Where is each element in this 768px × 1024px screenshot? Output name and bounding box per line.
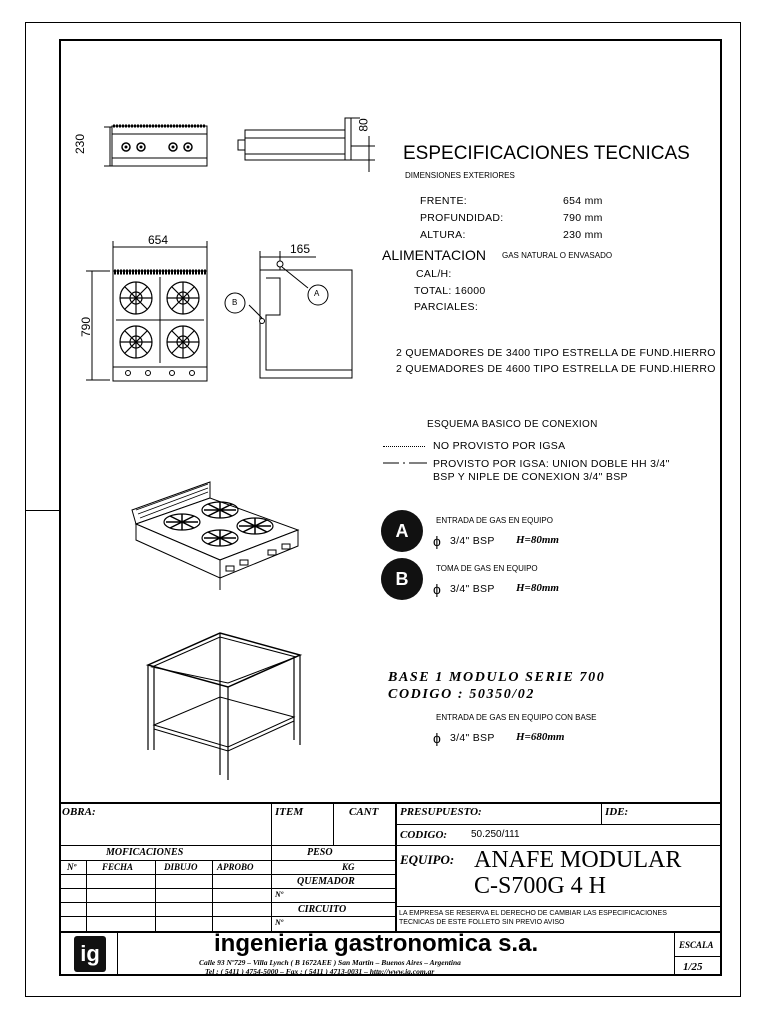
col-fecha: FECHA <box>102 862 134 872</box>
base-line-1: BASE 1 MODULO SERIE 700 <box>388 670 606 685</box>
base-sub: ENTRADA DE GAS EN EQUIPO CON BASE <box>436 713 597 722</box>
badge-b-spec: 3/4" BSP <box>450 583 495 595</box>
dim-width-654: 654 <box>148 233 169 247</box>
company-logo-icon: ig <box>74 936 106 972</box>
escala-label: ESCALA <box>679 940 714 950</box>
quemador-label: QUEMADOR <box>297 876 355 887</box>
phi-base: ϕ <box>433 730 441 746</box>
circuito-label: CIRCUITO <box>298 904 347 915</box>
badge-b-title: TOMA DE GAS EN EQUIPO <box>436 564 538 573</box>
presupuesto-label: PRESUPUESTO: <box>400 806 482 818</box>
dims-header: DIMENSIONES EXTERIORES <box>405 171 515 180</box>
badge-b-height: H=80mm <box>516 582 559 594</box>
badge-b-icon: B <box>381 558 423 600</box>
no-provisto-label: NO PROVISTO POR IGSA <box>433 440 566 452</box>
provisto-line-2: BSP Y NIPLE DE CONEXION 3/4" BSP <box>433 471 628 483</box>
col-aprobo: APROBO <box>217 862 254 872</box>
circuito-n: Nº <box>275 918 284 927</box>
spec-label-frente: FRENTE: <box>420 195 468 207</box>
base-spec: 3/4" BSP <box>450 732 495 744</box>
obra-label: OBRA: <box>62 806 96 818</box>
equipo-line-2: C-S700G 4 H <box>474 873 607 899</box>
badge-a-spec: 3/4" BSP <box>450 535 495 547</box>
isometric-range-drawing <box>130 480 310 595</box>
parciales-label: PARCIALES: <box>414 301 479 313</box>
base-height: H=680mm <box>516 731 565 743</box>
top-view-drawing <box>80 235 220 385</box>
phi-a: ϕ <box>433 533 441 549</box>
burner-line-2: 2 QUEMADORES DE 4600 TIPO ESTRELLA DE FUND.HIERRO <box>396 363 716 375</box>
fold-mark <box>25 510 59 511</box>
badge-a-icon: A <box>381 510 423 552</box>
escala-value: 1/25 <box>683 961 703 973</box>
col-dibujo: DIBUJO <box>164 862 198 872</box>
plan-label-b: B <box>232 298 238 307</box>
provisto-line-1: PROVISTO POR IGSA: UNION DOBLE HH 3/4" <box>433 458 670 470</box>
company-address-1: Calle 93 Nº729 – Villa Lynch ( B 1672AEE ) San Martin – Buenos Aires – Argentina <box>199 958 461 967</box>
phi-b: ϕ <box>433 581 441 597</box>
equipo-line-1: ANAFE MODULAR <box>474 847 682 873</box>
dim-height-80: 80 <box>356 118 371 132</box>
dim-165: 165 <box>290 242 311 256</box>
specs-title: ESPECIFICACIONES TECNICAS <box>403 143 690 164</box>
spec-label-profundidad: PROFUNDIDAD: <box>420 212 504 224</box>
alimentacion-title: ALIMENTACION <box>382 247 486 263</box>
connection-plan-drawing <box>220 245 360 380</box>
disclaimer-1: LA EMPRESA SE RESERVA EL DERECHO DE CAMBIAR LAS ESPECIFICACIONES <box>399 910 667 917</box>
equipo-label: EQUIPO: <box>400 852 455 867</box>
codigo-label: CODIGO: <box>400 829 448 841</box>
peso-label: PESO <box>307 847 333 858</box>
dim-depth-790: 790 <box>79 316 94 338</box>
dashdot-line-legend <box>383 461 427 465</box>
modificaciones-label: MOFICACIONES <box>106 847 184 858</box>
badge-a-title: ENTRADA DE GAS EN EQUIPO <box>436 516 553 525</box>
front-view-drawing <box>80 110 220 175</box>
col-n: Nº <box>67 862 77 872</box>
dim-height-230: 230 <box>73 133 88 155</box>
alimentacion-sub: GAS NATURAL O ENVASADO <box>502 251 613 260</box>
codigo-value: 50.250/111 <box>471 829 520 840</box>
total-label: TOTAL: 16000 <box>414 285 486 297</box>
disclaimer-2: TECNICAS DE ESTE FOLLETO SIN PREVIO AVISO <box>399 919 565 926</box>
company-address-2: Tel : ( 5411 ) 4754-5000 – Fax : ( 5411 ) 4713-0031 – http://www.ig.com.ar <box>205 967 435 976</box>
cant-label: CANT <box>349 806 379 818</box>
badge-a-height: H=80mm <box>516 534 559 546</box>
ide-label: IDE: <box>605 806 629 818</box>
company-name: ingenieria gastronomica s.a. <box>214 930 539 957</box>
item-label: ITEM <box>275 806 304 818</box>
cal-label: CAL/H: <box>416 268 452 280</box>
conexion-title: ESQUEMA BASICO DE CONEXION <box>427 419 598 430</box>
spec-value-altura: 230 mm <box>563 229 603 241</box>
spec-value-frente: 654 mm <box>563 195 603 207</box>
kg-label: KG <box>342 862 355 872</box>
base-line-2: CODIGO : 50350/02 <box>388 687 535 702</box>
spec-label-altura: ALTURA: <box>420 229 466 241</box>
spec-value-profundidad: 790 mm <box>563 212 603 224</box>
dotted-line-legend <box>383 446 425 447</box>
quemador-n: Nº <box>275 890 284 899</box>
burner-line-1: 2 QUEMADORES DE 3400 TIPO ESTRELLA DE FUND.HIERRO <box>396 347 716 359</box>
plan-label-a: A <box>314 289 320 298</box>
base-stand-drawing <box>140 625 310 785</box>
